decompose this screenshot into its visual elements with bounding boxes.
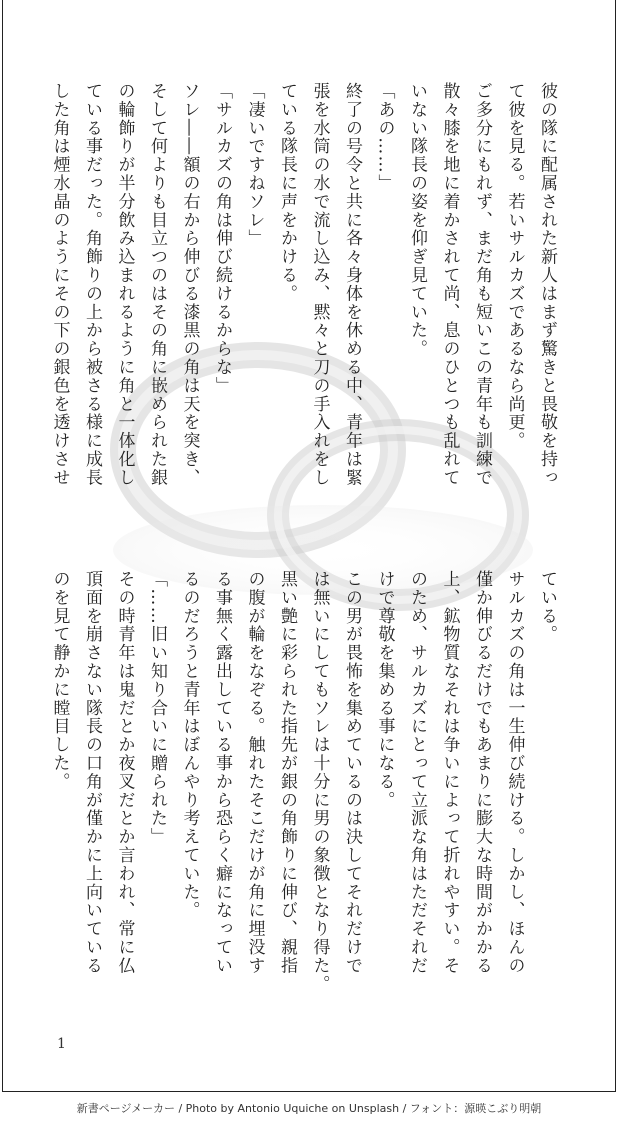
book-page (2, 0, 616, 1092)
page-number: 1 (57, 1036, 66, 1052)
text-block-upper: 彼の隊に配属された新人はまず驚きと畏敬を持っ て彼を見る。若いサルカズであるなら尚更。 ご多分にもれず、まだ角も短いこの青年も訓練で 散々膝を地に着かされて尚、息のひとつも乱れて いない隊長の姿を仰ぎ見ていた。 「あの……」 終了の号令と共に各々身体を休める中、青年は緊 張を水筒の水で流し込み、黙々と刀の手入れをし ている隊長に声をかける。 「凄いですねソレ」 「サルカズの角は伸び続けるからな」 ソレ――額の右から伸びる漆黒の角は天を突き、 そして何よりも目立つのはその角に嵌められた銀 の輪飾りが半分飲み込まれるように角と一体化し ている事だった。角飾りの上から被さる様に成長 した角は煙水晶のようにその下の銀色を透けさせ (49, 82, 557, 487)
text-block-lower: ている。 サルカズの角は一生伸び続ける。しかし、ほんの 僅か伸びるだけでもあまりに膨大な時間がかかる 上、鉱物質なそれは争いによって折れやすい。そ のため、サルカズにとって立派な角はただそれだ けで尊敬を集める事になる。 この男が畏怖を集めているのは決してそれだけで は無いにしてもソレは十分に男の象徴となり得た。 黒い艶に彩られた指先が銀の角飾りに伸び、親指 の腹が輪をなぞる。触れたそこだけが角に埋没す る事無く露出している事から恐らく癖になってい るのだろうと青年はぼんやり考えていた。 「……旧い知り合いに贈られた」 その時青年は鬼だとか夜叉だとか言われ、常に仏 頂面を崩さない隊長の口角が僅かに上向いている のを見て静かに瞠目した。 (49, 570, 557, 994)
credit-footer: 新書ページメーカー / Photo by Antonio Uquiche on Unsplash / フォント：源暎こぶり明朝 (76, 1102, 542, 1115)
